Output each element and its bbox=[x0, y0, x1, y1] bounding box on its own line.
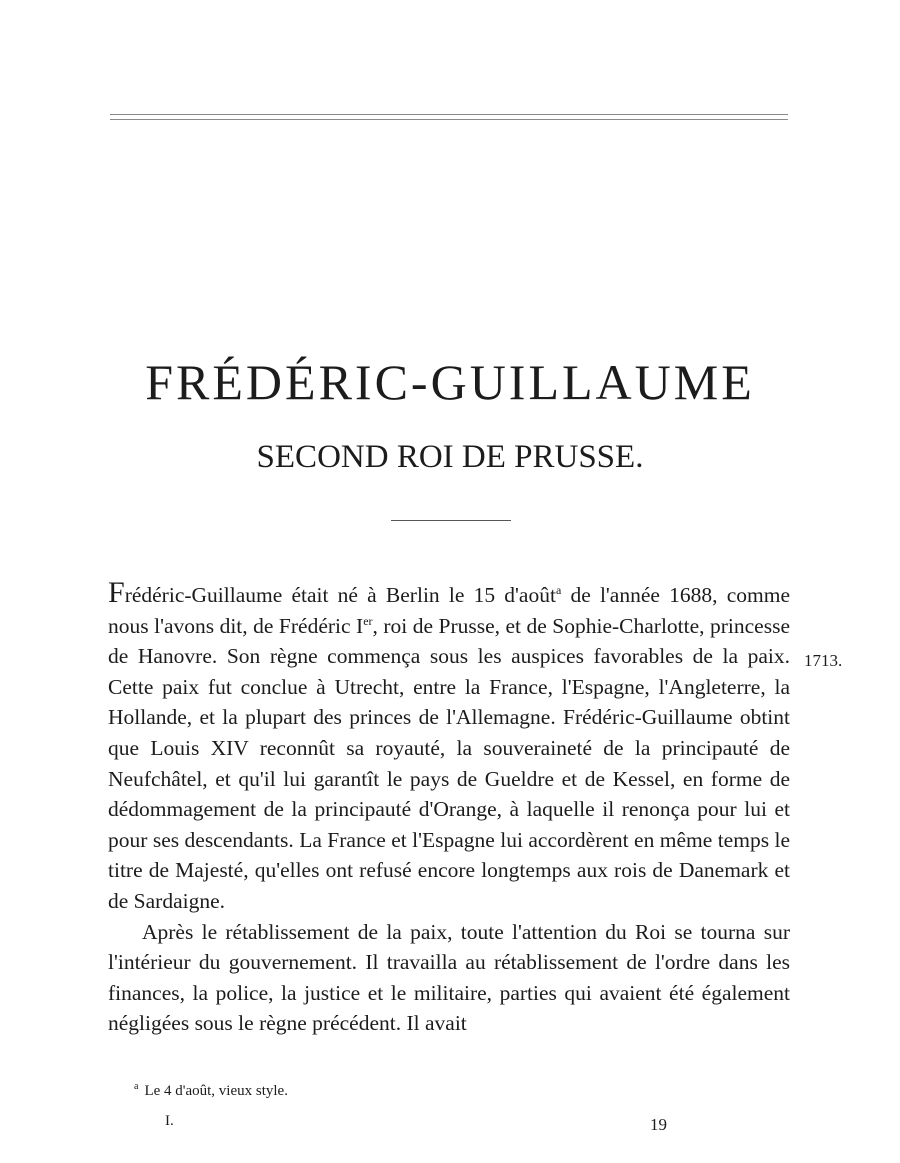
chapter-subtitle: SECOND ROI DE PRUSSE. bbox=[256, 439, 644, 475]
body-text bbox=[108, 578, 790, 1039]
footnote-marker: a bbox=[555, 582, 562, 597]
footnote-mark: a bbox=[134, 1081, 139, 1092]
page-number: 19 bbox=[650, 1115, 667, 1134]
margin-note-year: 1713. bbox=[804, 651, 843, 670]
top-double-rule bbox=[110, 114, 788, 121]
footnote: $^a$ Le 4 d'août, vieux style. bbox=[134, 1081, 288, 1099]
paragraph-1: Frédéric-Guillaume était né à Berlin le 15 d'août$^a$ de l'année 1688, comme nous l'avons dit, de Frédéric Ier, roi de Prusse, et de Sophie-Charlotte, princesse de Hanovre. Son règne commença sous les auspices favorables de la paix. Cette paix fut conclue à Utrecht, entre la France, l'Espagne, l'Angleterre, la Hollande, et la plupart des princes de l'Allemagne. Frédéric-Guillaume obtint que Louis XIV reconnût sa royauté, la souveraineté de la principauté de Neufchâtel, et qu'il lui garantît le pays de Gueldre et de Kessel, en forme de dédommagement de la principauté d'Orange, à laquelle il renonça pour lui et pour ses descendants. La France et l'Espagne lui accordèrent en même temps le titre de Majesté, qu'elles ont refusé encore longtemps aux rois de Danemark et de Sardaigne. bbox=[108, 576, 791, 913]
paragraph-2: Après le rétablissement de la paix, toute l'attention du Roi se tourna sur l'intérieur du gouvernement. Il travailla au rétablissement de l'ordre dans les finances, la police, la justice et le militaire, parties qui avaient été également négligées sous le règne précédent. Il avait bbox=[108, 919, 790, 1036]
title-divider bbox=[391, 520, 511, 521]
chapter-title: FRÉDÉRIC-GUILLAUME bbox=[145, 354, 755, 410]
signature-mark: I. bbox=[165, 1113, 174, 1129]
drop-cap: F bbox=[108, 576, 125, 609]
